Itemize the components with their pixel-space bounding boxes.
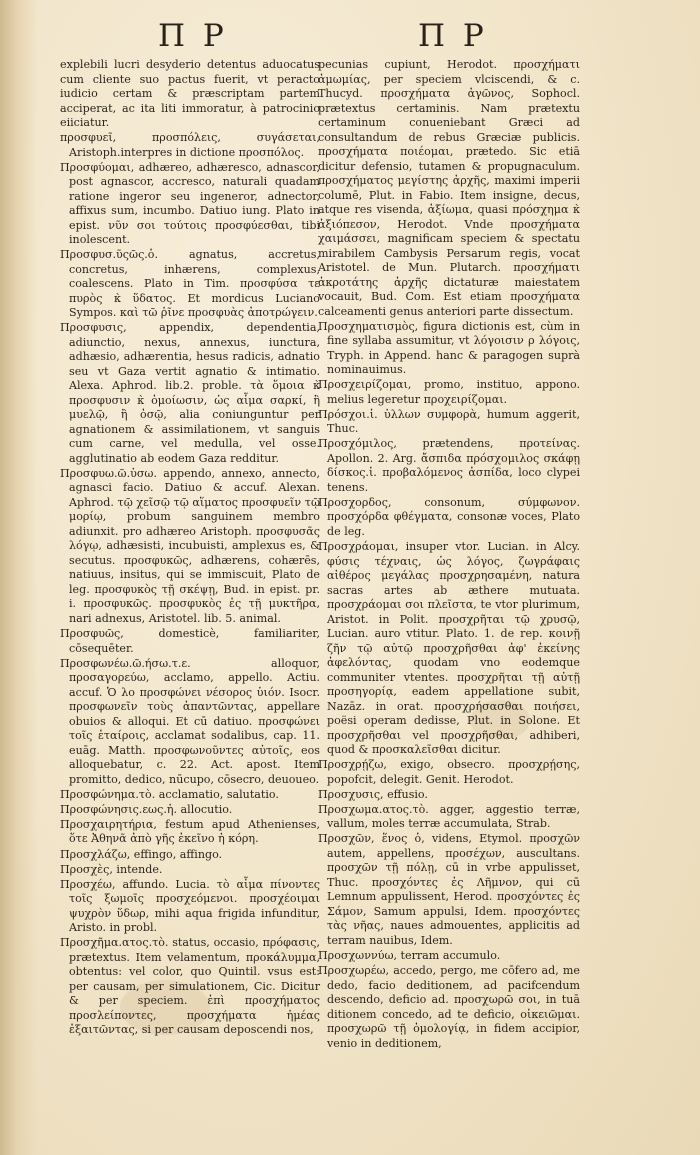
dictionary-entry: Προσχράομαι, insuper vtor. Lucian. in Alcy. φύσις τέχναις, ὡς λόγος, ζωγράφαις αἰθέρος μεγάλας προσχρησαμένη, natura sacras artes ab æthere mutuata. προσχράομαι σοι πλεῖστα, te vtor plurimum, Aristot. in Polit. προσχρῆται τῷ χρυσῷ, Lucian. auro vtitur. Plato. 1. de rep. κοινῇ ζῆν τῷ αὐτῷ προσχρῆσθαι ἀφ' ἐκείνης ἀφελόντας, quodam vno eodemque communiter vtentes. προσχρῆται τῇ αὐτῇ προσηγορίᾳ, eadem appellatione subit, Nazāz. in orat. προσχρήσασθαι ποιήσει, poësi operam dedisse, Plut. in Solone. Et προσχρῆσθαι vel προσχρῆσθαι, adhiberi, quod & προσκαλεῖσθαι dicitur. bbox=[318, 540, 580, 757]
dictionary-entry: προσφυεῖ, προσπόλεις, συγάσεται, Aristoph.interpres in dictione προσπόλος. bbox=[60, 131, 320, 159]
dictionary-entry: Προσχωρέω, accedo, pergo, me cōfero ad, me dedo, facio deditionem, ad pacifcendum descendo, deficio ad. προσχωρῶ σοι, in tuā ditionem concedo, ad te deficio, οἰκειῶμαι. προσχωρῶ τῇ ὁμολογίᾳ, in fidem accipior, venio in deditionem, bbox=[318, 964, 580, 1050]
dictionary-entry: Πρόσχοι.ἰ. ὑλλων συμφορὰ, humum aggerit, Thuc. bbox=[318, 407, 580, 436]
dictionary-entry: Προσχηματισμὸς, figura dictionis est, cùm in fine syllaba assumitur, vt λόγοισιν ρ λόγοις, Tryph. in Append. hanc & paragogen suprà nominauimus. bbox=[318, 319, 580, 377]
dictionary-entry: Προσχωννύω, terram accumulo. bbox=[318, 949, 501, 963]
dictionary-entry: Προσφύομαι, adhæreo, adhæresco, adnascor, post agnascor, accresco, naturali quadam ratione ingeror seu ingeneror, adnector, affixus sum, incumbo. Datiuo iung. Plato in epist. νῦν σοι τούτοις προσφύεσθαι, tibi inolescent. bbox=[60, 160, 320, 247]
dictionary-entry: Προσφυσις, appendix, dependentia, adiunctio, nexus, annexus, iunctura, adhæsio, adhærentia, hesus radicis, adnatio seu vt Gaza vertit agnatio & intimatio. Alexa. Aphrod. lib.2. proble. τὰ ὅμοια κ̀ προσφυσιν κ̀ ὁμοίωσιν, ὡς αἷμα σαρκί, ἢ μυελῷ, ἢ ὀσῷ, alia coniunguntur per agnationem & assimilationem, vt sanguis cum carne, vel medulla, vel osse. agglutinatio ab eodem Gaza redditur. bbox=[60, 321, 320, 465]
dictionary-entry: Προσφυσ.ῦςῶς.ὁ. agnatus, accretus, concretus, inhærens, complexus, coalescens. Plato in Tim. προσφύσα τε πυρὸς κ̀ ὕδατος. Et mordicus Luciano Sympos. καὶ τῶ ῥῖνε προσφυὰς ἀποτρώγειν. bbox=[60, 248, 320, 320]
dictionary-entry: Προσχυσις, effusio. bbox=[318, 787, 428, 801]
dictionary-entry: Προσχῶν, ἕνος ὁ, videns, Etymol. προσχῶν autem, appellens, προσέχων, auscultans. προσχῶν τῇ πόλῃ, cū in vrbe appulisset, Thuc. προσχόντες ἐς Λῆμνον, qui cū Lemnum appulissent, Herod. προσχόντες ἐς Σάμον, Samum appulsi, Idem. προσχόντες τὰς νῆας, naues admouentes, applicitis ad terram nauibus, Idem. bbox=[318, 832, 580, 947]
left-column bbox=[60, 58, 320, 1038]
dictionary-entry: Προσχαιρητήρια, festum apud Athenienses, ὅτε Ἀθηνᾶ ἀπὸ γῆς ἐκεῖνο ἡ κόρη. bbox=[60, 817, 320, 846]
running-head-right: Π Ρ bbox=[418, 18, 488, 54]
running-head-left: Π Ρ bbox=[158, 18, 228, 54]
dictionary-entry: Προσφώνησις.εως.ἡ. allocutio. bbox=[60, 802, 233, 816]
dictionary-entry: Προσχῆμα.ατος.τὸ. status, occasio, πρόφασις, prætextus. Item velamentum, προκάλυμμα, obtentus: vel color, quo Quintil. vsus est: per causam, per simulationem, Cic. Dicitur & per speciem. ἐπὶ προσχήματος προσλείποντες, προσχήματα ἡμέας ἐξαιτῶντας, si per causam deposcendi nos, bbox=[60, 936, 320, 1037]
dictionary-entry: Προσχόμιλος, prætendens, προτείνας. Apollon. 2. Arg. ἄσπιδα πρόσχομιλος σκάφῃ δίσκος.ἰ. προβαλόμενος ἀσπίδα, loco clypei tenens. bbox=[318, 437, 580, 494]
dictionary-entry: Προσφωνέω.ῶ.ήσω.τ.ε. alloquor, προσαγορεύω, acclamo, appello. Actiu. accuf. Ὁ λο προσφώνει νέσορος ὑιόν. Isocr. προσφωνεῖν τοὺς ἀπαντῶντας, appellare obuios & alloqui. Et cū datiuo. προσφώνει τοῖς ἑταίροις, acclamat sodalibus, cap. 11. euāg. Matth. προσφωνοῦντες αὐτοῖς, eos alloquebatur, c. 22. Act. apost. Item promitto, dedico, nūcupo, cōsecro, deuoueo. bbox=[60, 656, 320, 786]
dictionary-entry: Προσχωμα.ατος.τὸ. agger, aggestio terræ, vallum, moles terræ accumulata, Strab. bbox=[318, 802, 580, 831]
dictionary-entry: explebili lucri desyderio detentus aduocatus cum cliente suo pactus fuerit, vt peracto iudicio certam & præscriptam partem acciperat, ac ita liti immoratur, à patrocinio eiiciatur. bbox=[60, 58, 320, 129]
dictionary-entry: Προσχορδος, consonum, σύμφωνον. προσχόρδα φθέγματα, consonæ voces, Plato de leg. bbox=[318, 495, 580, 538]
gutter-shadow bbox=[0, 0, 38, 1155]
dictionary-entry: Προσφυῶς, domesticè, familiariter, cōsequēter. bbox=[60, 627, 320, 655]
dictionary-entry: Προσφυω.ῶ.ὑσω. appendo, annexo, annecto, agnasci facio. Datiuo & accuf. Alexan. Aphrod. τῷ χεῖσῷ τῷ αἵματος προσφυεῖν τῷ μορίῳ, probum sanguinem membro adiunxit. pro adhæreo Aristoph. προσφυσᾶς λόγῳ, adhæsisti, incubuisti, amplexus es, & secutus. προσφυκῶς, adhærens, cohærēs, natiuus, insitus, qui se immiscuit, Plato de leg. προσφυκὸς τῇ σκέψῃ, Bud. in epist. pr. i. προσφυκῶς. προσφυκὸς ἐς τῇ μυκτῆρα, nari adnexus, Aristotel. lib. 5. animal. bbox=[60, 466, 320, 625]
dictionary-entry: Προσχέω, affundo. Lucia. τὸ αἷμα πίνοντες τοῖς ξωμοῖς προσχεόμενοι. προσχέοιμαι ψυχρὸν ὕδωρ, mihi aqua frigida infunditur, Aristo. in probl. bbox=[60, 877, 320, 935]
dictionary-entry: pecunias cupiunt, Herodot. προσχήματι ἀμωμίας, per speciem vlciscendi, & c. Thucyd. προσχήματα ἀγῶνος, Sophocl. prætextus certaminis. Nam prætextu certaminum conueniebant Græci ad consultandum de rebus Græciæ publicis. προσχήματα ποιέομαι, prætedo. Sic etiā dicitur defensio, tutamen & propugnaculum. προσχήματος μεγίστης ἀρχῆς, maximi imperii columē, Plut. in Fabio. Item insigne, decus, atque res visenda, ἀξίωμα, quasi πρόσχημα κ̀ ἀξιόπεσον, Herodot. Vnde προσχήματα χαιμάσσει, magnificam speciem & spectatu mirabilem Cambysis Persarum regis, vocat Aristotel. de Mun. Plutarch. προσχήματι ἀκροτάτης ἀρχῆς dictaturæ maiestatem vocauit, Bud. Com. Est etiam προσχήματα calceamenti genus anteriori parte dissectum. bbox=[318, 58, 580, 318]
dictionary-entry: Προσφώνημα.τὸ. acclamatio, salutatio. bbox=[60, 787, 279, 801]
dictionary-entry: Προσχειρίζομαι, promo, instituo, appono. melius legeretur προχειρίζομαι. bbox=[318, 378, 580, 406]
dictionary-entry: Προσχρῄζω, exigo, obsecro. προσχρῄσης, popofcit, delegit. Genit. Herodot. bbox=[318, 758, 580, 786]
dictionary-entry: Προσχὲς, intende. bbox=[60, 862, 163, 876]
dictionary-entry: Προσχλάζω, effingo, affingo. bbox=[60, 847, 223, 861]
right-column bbox=[318, 58, 580, 1052]
